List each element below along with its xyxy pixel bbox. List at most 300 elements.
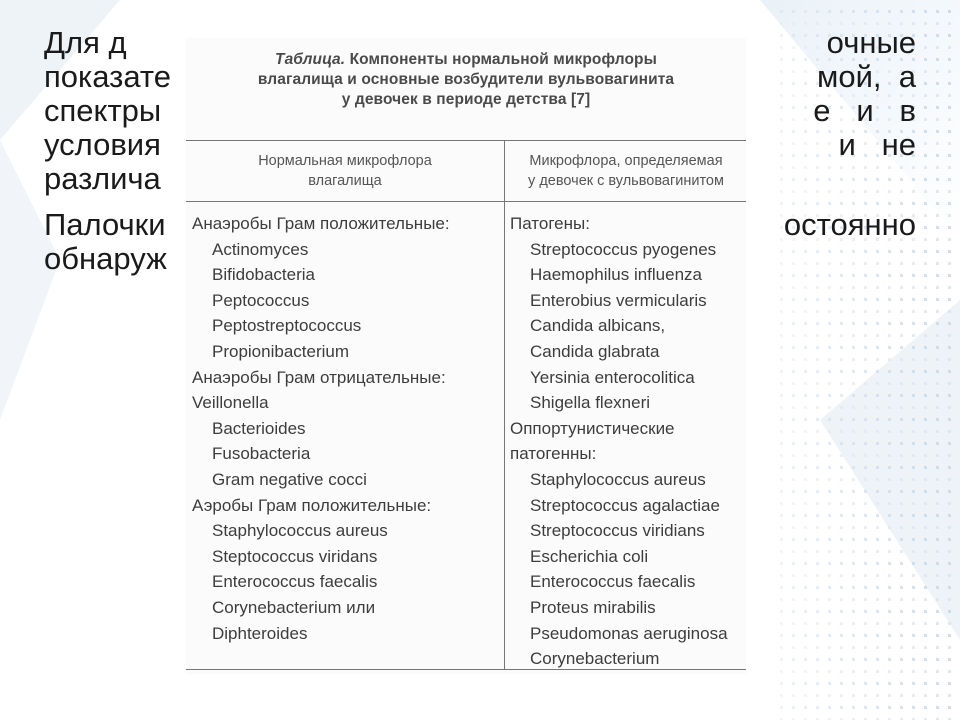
decor-dot — [816, 646, 819, 649]
decor-dot — [924, 502, 927, 505]
decor-dot — [864, 562, 867, 565]
decor-dot — [936, 526, 939, 529]
decor-dot — [792, 658, 795, 661]
decor-dot — [948, 394, 951, 397]
decor-dot — [816, 598, 819, 601]
decor-dot — [936, 370, 939, 373]
decor-dot — [948, 190, 951, 193]
decor-dot — [840, 358, 843, 361]
decor-dot — [948, 10, 951, 13]
decor-dot — [780, 658, 783, 661]
decor-dot — [888, 514, 891, 517]
decor-dot — [924, 190, 927, 193]
decor-dot — [852, 622, 855, 625]
decor-dot — [912, 394, 915, 397]
decor-dot — [948, 358, 951, 361]
decor-dot — [804, 430, 807, 433]
decor-dot — [876, 646, 879, 649]
decor-dot — [828, 634, 831, 637]
decor-dot — [924, 310, 927, 313]
decor-dot — [780, 586, 783, 589]
decor-dot — [804, 358, 807, 361]
decor-dot — [816, 682, 819, 685]
vulvovaginitis-flora-row: Enterococcus faecalis — [530, 572, 696, 592]
decor-dot — [948, 298, 951, 301]
decor-dot — [804, 406, 807, 409]
decor-dot — [864, 550, 867, 553]
decor-dot — [936, 178, 939, 181]
decor-dot — [900, 358, 903, 361]
decor-dot — [936, 394, 939, 397]
decor-dot — [804, 706, 807, 709]
decor-dot — [864, 370, 867, 373]
decor-dot — [840, 658, 843, 661]
decor-dot — [912, 622, 915, 625]
decor-dot — [936, 298, 939, 301]
decor-dot — [804, 514, 807, 517]
decor-dot — [900, 538, 903, 541]
decor-dot — [888, 538, 891, 541]
column-header-normal-flora — [186, 151, 504, 191]
decor-dot — [888, 370, 891, 373]
decor-dot — [792, 334, 795, 337]
vulvovaginitis-flora-row: Enterobius vermicularis — [530, 290, 707, 310]
normal-flora-row: Staphylococcus aureus — [212, 521, 388, 541]
decor-dot — [804, 682, 807, 685]
vulvovaginitis-flora-row: Escherichia coli — [530, 546, 649, 566]
decor-dot — [840, 406, 843, 409]
decor-dot — [936, 478, 939, 481]
decor-dot — [912, 610, 915, 613]
decor-dot — [828, 706, 831, 709]
decor-dot — [780, 406, 783, 409]
decor-dot — [924, 526, 927, 529]
decor-dot — [936, 94, 939, 97]
decor-dot — [828, 322, 831, 325]
decor-dot — [924, 550, 927, 553]
decor-dot — [792, 394, 795, 397]
vulvovaginitis-flora-row: Streptococcus viridians — [530, 521, 705, 541]
decor-dot — [888, 310, 891, 313]
decor-dot — [900, 694, 903, 697]
decor-dot — [912, 694, 915, 697]
normal-flora-row: Actinomyces — [212, 239, 309, 259]
decor-dot — [888, 574, 891, 577]
decor-dot — [900, 382, 903, 385]
decor-dot — [924, 238, 927, 241]
decor-dot — [936, 250, 939, 253]
decor-dot — [792, 406, 795, 409]
decor-dot — [840, 682, 843, 685]
decor-dot — [948, 634, 951, 637]
decor-dot — [804, 466, 807, 469]
decor-dot — [780, 478, 783, 481]
decor-dot — [900, 430, 903, 433]
decor-dot — [888, 694, 891, 697]
decor-dot — [936, 658, 939, 661]
normal-flora-row: Peptostreptococcus — [212, 316, 362, 336]
decor-dot — [888, 430, 891, 433]
decor-dot — [948, 46, 951, 49]
decor-dot — [828, 550, 831, 553]
decor-dot — [864, 358, 867, 361]
decor-dot — [936, 466, 939, 469]
decor-dot — [912, 574, 915, 577]
decor-dot — [876, 598, 879, 601]
column-header-right-line-2: у девочек с вульвовагинитом — [528, 173, 724, 189]
decor-dot — [888, 346, 891, 349]
decor-dot — [864, 334, 867, 337]
decor-dot — [804, 382, 807, 385]
decor-dot — [900, 442, 903, 445]
decor-dot — [876, 466, 879, 469]
decor-dot — [780, 454, 783, 457]
decor-dot — [948, 34, 951, 37]
decor-dot — [852, 550, 855, 553]
decor-dot — [936, 130, 939, 133]
decor-dot — [936, 538, 939, 541]
decor-dot — [936, 262, 939, 265]
decor-dot — [780, 538, 783, 541]
decor-dot — [876, 502, 879, 505]
decor-dot — [936, 454, 939, 457]
decor-dot — [936, 586, 939, 589]
decor-dot — [840, 310, 843, 313]
decor-dot — [828, 538, 831, 541]
vulvovaginitis-flora-row: Candida glabrata — [530, 341, 660, 361]
decor-dot — [828, 478, 831, 481]
decor-dot — [912, 370, 915, 373]
decor-dot — [780, 502, 783, 505]
decor-dot — [792, 634, 795, 637]
decor-dot — [948, 262, 951, 265]
decor-dot — [864, 382, 867, 385]
decor-dot — [948, 202, 951, 205]
decor-dot — [924, 478, 927, 481]
decor-dot — [804, 322, 807, 325]
decor-dot — [864, 610, 867, 613]
decor-dot — [912, 526, 915, 529]
decor-dot — [792, 490, 795, 493]
decor-dot — [888, 334, 891, 337]
decor-dot — [804, 538, 807, 541]
decor-dot — [948, 322, 951, 325]
decor-dot — [840, 550, 843, 553]
normal-flora-row: Peptococcus — [212, 290, 310, 310]
decor-dot — [876, 418, 879, 421]
decor-dot — [816, 562, 819, 565]
decor-dot — [828, 394, 831, 397]
decor-dot — [792, 610, 795, 613]
decor-dot — [912, 346, 915, 349]
decor-dot — [900, 418, 903, 421]
decor-dot — [828, 466, 831, 469]
decor-dot — [864, 538, 867, 541]
decor-dot — [912, 430, 915, 433]
decor-dot — [924, 670, 927, 673]
decor-dot — [864, 406, 867, 409]
decor-dot — [792, 622, 795, 625]
decor-dot — [780, 322, 783, 325]
decor-dot — [816, 634, 819, 637]
decor-dot — [816, 466, 819, 469]
decor-dot — [912, 358, 915, 361]
decor-dot — [936, 682, 939, 685]
p1-line-2: показате мой, а — [44, 59, 916, 94]
decor-dot — [816, 358, 819, 361]
decor-dot — [816, 454, 819, 457]
decor-dot — [840, 346, 843, 349]
decor-dot — [936, 106, 939, 109]
decor-dot — [924, 466, 927, 469]
decor-dot — [948, 550, 951, 553]
decor-dot — [816, 322, 819, 325]
decor-dot — [912, 598, 915, 601]
decor-dot — [936, 502, 939, 505]
decor-dot — [900, 370, 903, 373]
decor-dot — [948, 574, 951, 577]
decor-dot — [864, 514, 867, 517]
decor-dot — [948, 286, 951, 289]
decor-dot — [948, 382, 951, 385]
decor-dot — [792, 574, 795, 577]
table-grid — [186, 140, 746, 670]
decor-dot — [804, 574, 807, 577]
decor-dot — [876, 10, 879, 13]
decor-dot — [816, 706, 819, 709]
decor-dot — [828, 670, 831, 673]
decor-dot — [912, 418, 915, 421]
decor-dot — [840, 526, 843, 529]
decor-dot — [804, 598, 807, 601]
decor-dot — [936, 514, 939, 517]
decor-dot — [852, 466, 855, 469]
decor-dot — [780, 622, 783, 625]
decor-dot — [780, 10, 783, 13]
decor-dot — [804, 310, 807, 313]
decor-dot — [840, 646, 843, 649]
decor-dot — [876, 586, 879, 589]
column-header-left-line-2: влагалища — [308, 173, 382, 189]
decor-dot — [912, 646, 915, 649]
decor-dot — [876, 634, 879, 637]
decor-dot — [852, 442, 855, 445]
table-title — [186, 38, 746, 110]
decor-dot — [864, 526, 867, 529]
decor-dot — [852, 430, 855, 433]
decor-dot — [780, 22, 783, 25]
decor-dot — [936, 382, 939, 385]
decor-dot — [888, 646, 891, 649]
decor-dot — [948, 586, 951, 589]
decor-dot — [792, 478, 795, 481]
decor-dot — [804, 658, 807, 661]
decor-dot — [924, 34, 927, 37]
decor-dot — [948, 130, 951, 133]
decor-dot — [840, 454, 843, 457]
decor-dot — [888, 526, 891, 529]
decor-dot — [900, 514, 903, 517]
decor-dot — [852, 370, 855, 373]
decor-dot — [828, 298, 831, 301]
vulvovaginitis-flora-row: Candida albicans, — [530, 316, 666, 336]
decor-dot — [840, 562, 843, 565]
decor-dot — [852, 586, 855, 589]
decor-dot — [888, 682, 891, 685]
decor-dot — [888, 454, 891, 457]
decor-dot — [852, 526, 855, 529]
decor-dot — [864, 490, 867, 493]
decor-dot — [924, 166, 927, 169]
decor-dot — [792, 694, 795, 697]
decor-dot — [864, 394, 867, 397]
decor-dot — [924, 706, 927, 709]
decor-dot — [936, 622, 939, 625]
decor-dot — [816, 346, 819, 349]
decor-dot — [936, 442, 939, 445]
decor-dot — [852, 382, 855, 385]
decor-dot — [948, 214, 951, 217]
decor-dot — [840, 610, 843, 613]
normal-flora-row: Corynebacterium или — [212, 597, 376, 617]
decor-dot — [840, 514, 843, 517]
decor-dot — [816, 694, 819, 697]
decor-dot — [852, 670, 855, 673]
decor-dot — [828, 598, 831, 601]
decor-dot — [852, 346, 855, 349]
decor-dot — [780, 346, 783, 349]
decor-dot — [912, 334, 915, 337]
decor-dot — [828, 694, 831, 697]
decor-dot — [792, 706, 795, 709]
decor-dot — [924, 262, 927, 265]
decor-dot — [948, 658, 951, 661]
decor-dot — [948, 94, 951, 97]
decor-dot — [792, 538, 795, 541]
decor-dot — [900, 334, 903, 337]
decor-dot — [876, 694, 879, 697]
decor-dot — [924, 94, 927, 97]
decor-dot — [888, 598, 891, 601]
decor-dot — [792, 646, 795, 649]
decor-dot — [912, 322, 915, 325]
decor-dot — [780, 574, 783, 577]
decor-dot — [864, 598, 867, 601]
header-separator — [186, 201, 746, 202]
decor-dot — [780, 526, 783, 529]
decor-dot — [924, 634, 927, 637]
decor-dot — [924, 250, 927, 253]
decor-dot — [888, 382, 891, 385]
decor-dot — [912, 634, 915, 637]
decor-dot — [804, 622, 807, 625]
decor-dot — [828, 490, 831, 493]
vulvovaginitis-flora-row: Pseudomonas aeruginosa — [530, 623, 728, 643]
decor-dot — [816, 670, 819, 673]
decor-dot — [936, 490, 939, 493]
decor-dot — [816, 478, 819, 481]
decor-dot — [816, 622, 819, 625]
decor-dot — [912, 682, 915, 685]
decor-dot — [948, 118, 951, 121]
decor-dot — [924, 70, 927, 73]
decor-dot — [792, 514, 795, 517]
decor-dot — [948, 490, 951, 493]
decor-dot — [792, 670, 795, 673]
decor-dot — [912, 298, 915, 301]
decor-dot — [948, 526, 951, 529]
decor-dot — [852, 418, 855, 421]
decor-dot — [924, 562, 927, 565]
decor-dot — [816, 658, 819, 661]
decor-dot — [948, 310, 951, 313]
decor-dot — [828, 586, 831, 589]
decor-dot — [840, 670, 843, 673]
decor-dot — [888, 418, 891, 421]
table-title-line-2: влагалища и основные возбудители вульвовагинита — [257, 71, 675, 88]
decor-dot — [864, 418, 867, 421]
microflora-table-image — [186, 38, 746, 674]
decor-dot — [936, 190, 939, 193]
decor-dot — [876, 622, 879, 625]
decor-dot — [888, 466, 891, 469]
decor-dot — [852, 682, 855, 685]
decor-dot — [924, 394, 927, 397]
decor-dot — [924, 574, 927, 577]
normal-flora-row: Diphteroides — [212, 623, 308, 643]
decor-dot — [936, 358, 939, 361]
decor-dot — [948, 106, 951, 109]
decor-dot — [780, 682, 783, 685]
decor-dot — [876, 550, 879, 553]
decor-dot — [876, 298, 879, 301]
decor-dot — [900, 346, 903, 349]
decor-dot — [840, 694, 843, 697]
decor-dot — [792, 562, 795, 565]
decor-dot — [780, 610, 783, 613]
decor-dot — [936, 610, 939, 613]
decor-dot — [816, 418, 819, 421]
decor-dot — [840, 538, 843, 541]
decor-dot — [816, 394, 819, 397]
decor-dot — [924, 322, 927, 325]
decor-dot — [828, 514, 831, 517]
decor-dot — [792, 454, 795, 457]
vulvovaginitis-flora-row: Streptococcus agalactiae — [530, 495, 720, 515]
decor-dot — [912, 562, 915, 565]
decor-dot — [816, 502, 819, 505]
decor-dot — [888, 586, 891, 589]
decor-dot — [936, 274, 939, 277]
decor-dot — [804, 394, 807, 397]
decor-dot — [804, 502, 807, 505]
decor-dot — [780, 694, 783, 697]
decor-dot — [780, 550, 783, 553]
decor-dot — [948, 82, 951, 85]
decor-dot — [876, 706, 879, 709]
decor-dot — [828, 382, 831, 385]
decor-dot — [804, 370, 807, 373]
decor-dot — [852, 478, 855, 481]
decor-dot — [912, 310, 915, 313]
vulvovaginitis-flora-row: Haemophilus influenza — [530, 265, 702, 285]
decor-dot — [780, 298, 783, 301]
decor-dot — [936, 574, 939, 577]
decor-dot — [876, 478, 879, 481]
decor-dot — [852, 694, 855, 697]
decor-dot — [816, 610, 819, 613]
decor-dot — [912, 670, 915, 673]
